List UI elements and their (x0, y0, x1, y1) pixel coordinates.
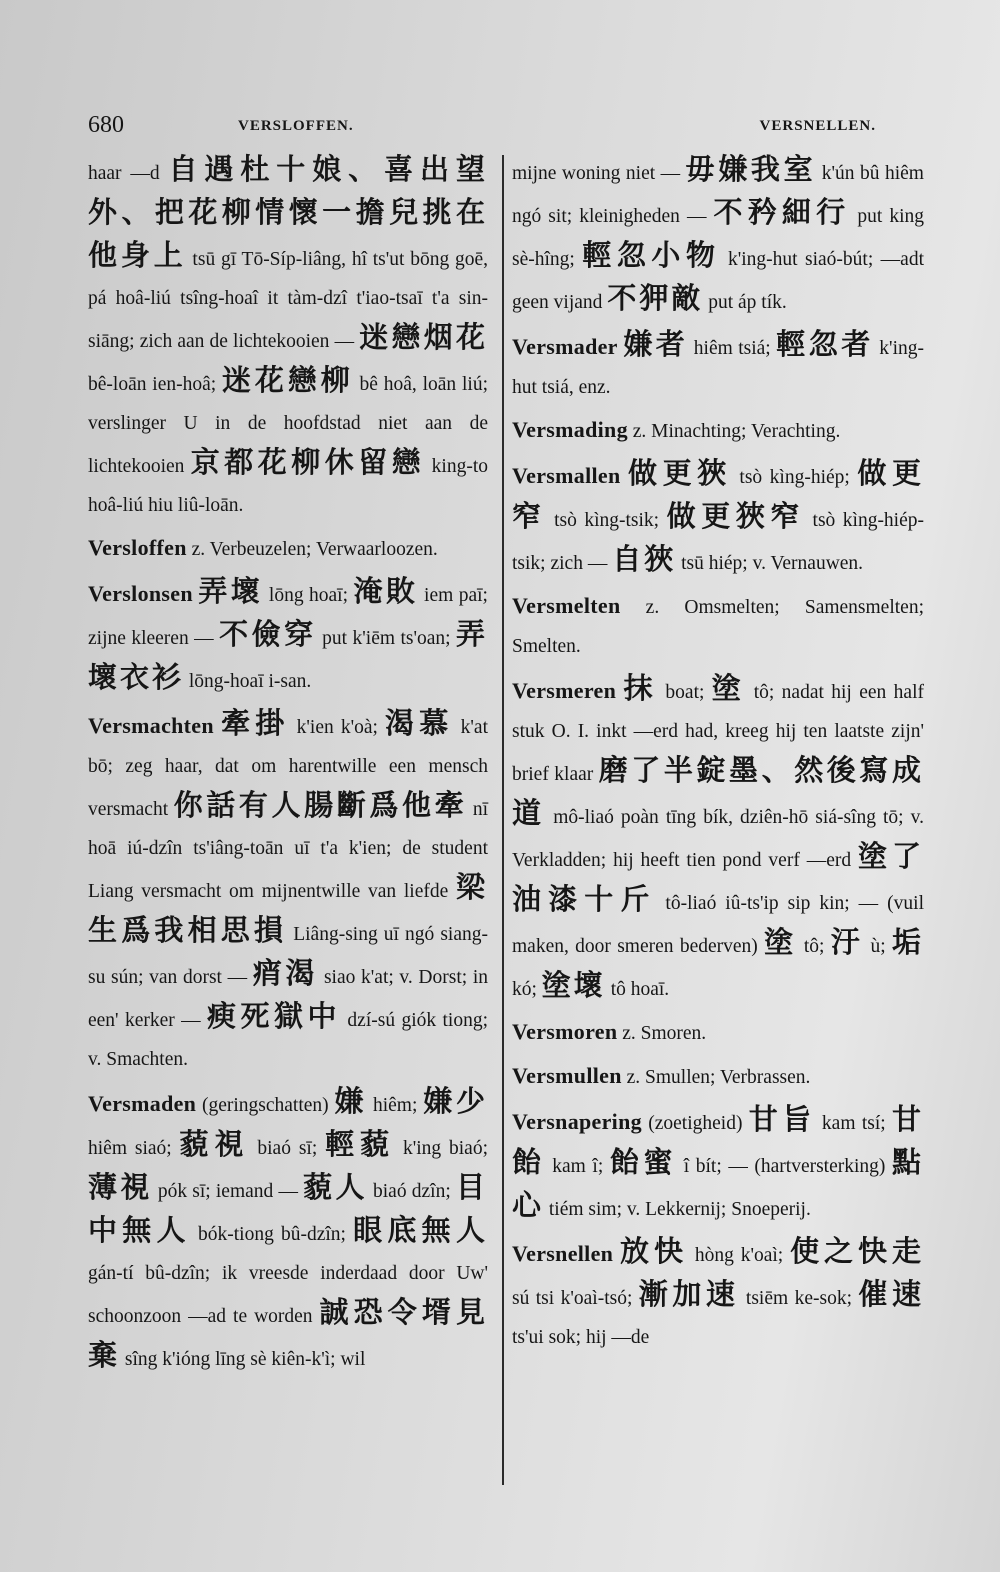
entry-versmader: Versmader 嫌者 hiêm tsiá; 輕忽者 k'ing-hut tsiá, enz. (512, 327, 924, 398)
running-head-right: VERSNELLEN. (759, 118, 876, 134)
entry-versmelten: Versmelten z. Omsmelten; Samensmelten; Smelten. (512, 593, 924, 657)
entry-versmoren: Versmoren z. Smoren. (512, 1019, 707, 1044)
left-column (88, 150, 488, 1382)
entry-versmading: Versmading z. Minachting; Verachting. (512, 417, 841, 442)
entry-continuation: haar —d 自遇杜十娘、喜出望外、把花柳情懷一擔兒挑在他身上 tsū gī Tō-Síp-liâng, hî ts'ut bōng goē, pá hoâ-liú tsîng-hoaî it tàm-dzî t'iao-tsaī t'a sin-siāng; zich aan de lichtekooien — 迷戀烟花 bê-loān ien-hoâ; 迷花戀柳 bê hoâ, loān liú; verslinger U in de hoofdstad niet aan de lichtekooien 京都花柳休留戀 king-to hoâ-liú hiu liû-loān. (88, 152, 488, 516)
entry-versmullen: Versmullen z. Smullen; Verbrassen. (512, 1063, 811, 1088)
running-head-left: VERSLOFFEN. (238, 118, 354, 134)
entry-verslonsen: Verslonsen 弄壞 lōng hoaī; 淹敗 iem paī; zijne kleeren — 不儉穿 put k'iēm ts'oan; 弄壞衣衫 lōng-hoaī i-san. (88, 574, 488, 694)
entry-versmeren: Versmeren 抹 boat; 塗 tô; nadat hij een half stuk O. I. inkt —erd had, kreeg hij ten laatste zijn' brief klaar 磨了半錠墨、然後寫成道 mô-liaó poàn tīng bík, dziên-hō siá-sîng tō; v. Verkladden; hij heeft tien pond verf —erd 塗了油漆十斤 tô-liaó iû-ts'ip sip kin; — (vuil maken, door smeren bederven) 塗 tô; 汙 ù; 垢 kó; 塗壞 tô hoaī. (512, 671, 924, 1002)
page-header (88, 112, 922, 144)
entry-continuation: mijne woning niet — 毋嫌我室 k'ún bû hiêm ngó sit; kleinigheden — 不矜細行 put king sè-hîng; 輕忽小物 k'ing-hut siaó-bút; —adt geen vijand 不狎敵 put áp tík. (512, 152, 924, 315)
entry-versmachten: Versmachten 牽掛 k'ien k'oà; 渴慕 k'at bō; zeg haar, dat om harentwille een mensch versmacht 你話有人腸斷爲他牽 nī hoā iú-dzîn ts'iâng-toān uī t'a k'ien; de student Liang versmacht om mijnentwille van liefde 梁生爲我相思損 Liâng-sing uī ngó siang-su sún; van dorst — 痟渴 siao k'at; v. Dorst; in een' kerker — 瘐死獄中 dzí-sú giók tiong; v. Smachten. (88, 706, 488, 1070)
page-number: 680 (88, 112, 124, 138)
entry-versmallen: Versmallen 做更狹 tsò kìng-hiép; 做更窄 tsò kìng-tsik; 做更狹窄 tsò kìng-hiép-tsik; zich — 自狹 tsū hiép; v. Vernauwen. (512, 456, 924, 576)
entry-versloffen: Versloffen z. Verbeuzelen; Verwaarloozen. (88, 535, 438, 560)
right-column (512, 150, 924, 1360)
entry-versnapering: Versnapering (zoetigheid) 甘旨 kam tsí; 甘飴 kam î; 飴蜜 î bít; — (hartversterking) 點心 tiém sim; v. Lekkernij; Snoeperij. (512, 1102, 924, 1222)
entry-versnellen: Versnellen 放快 hòng k'oaì; 使之快走 sú tsi k'oaì-tsó; 漸加速 tsiēm ke-sok; 催速 ts'ui sok; hij —de (512, 1234, 924, 1348)
column-divider (502, 155, 504, 1485)
entry-versmaden: Versmaden (geringschatten) 嫌 hiêm; 嫌少 hiêm siaó; 藐視 biaó sī; 輕藐 k'ing biaó; 薄視 pók sī; iemand — 藐人 biaó dzîn; 目中無人 bók-tiong bû-dzîn; 眼底無人 gán-tí bû-dzîn; ik vreesde inderdaad door Uw' schoonzoon —ad te worden 誠恐令壻見棄 sîng k'ióng līng sè kiên-k'ì; wil (88, 1084, 489, 1372)
